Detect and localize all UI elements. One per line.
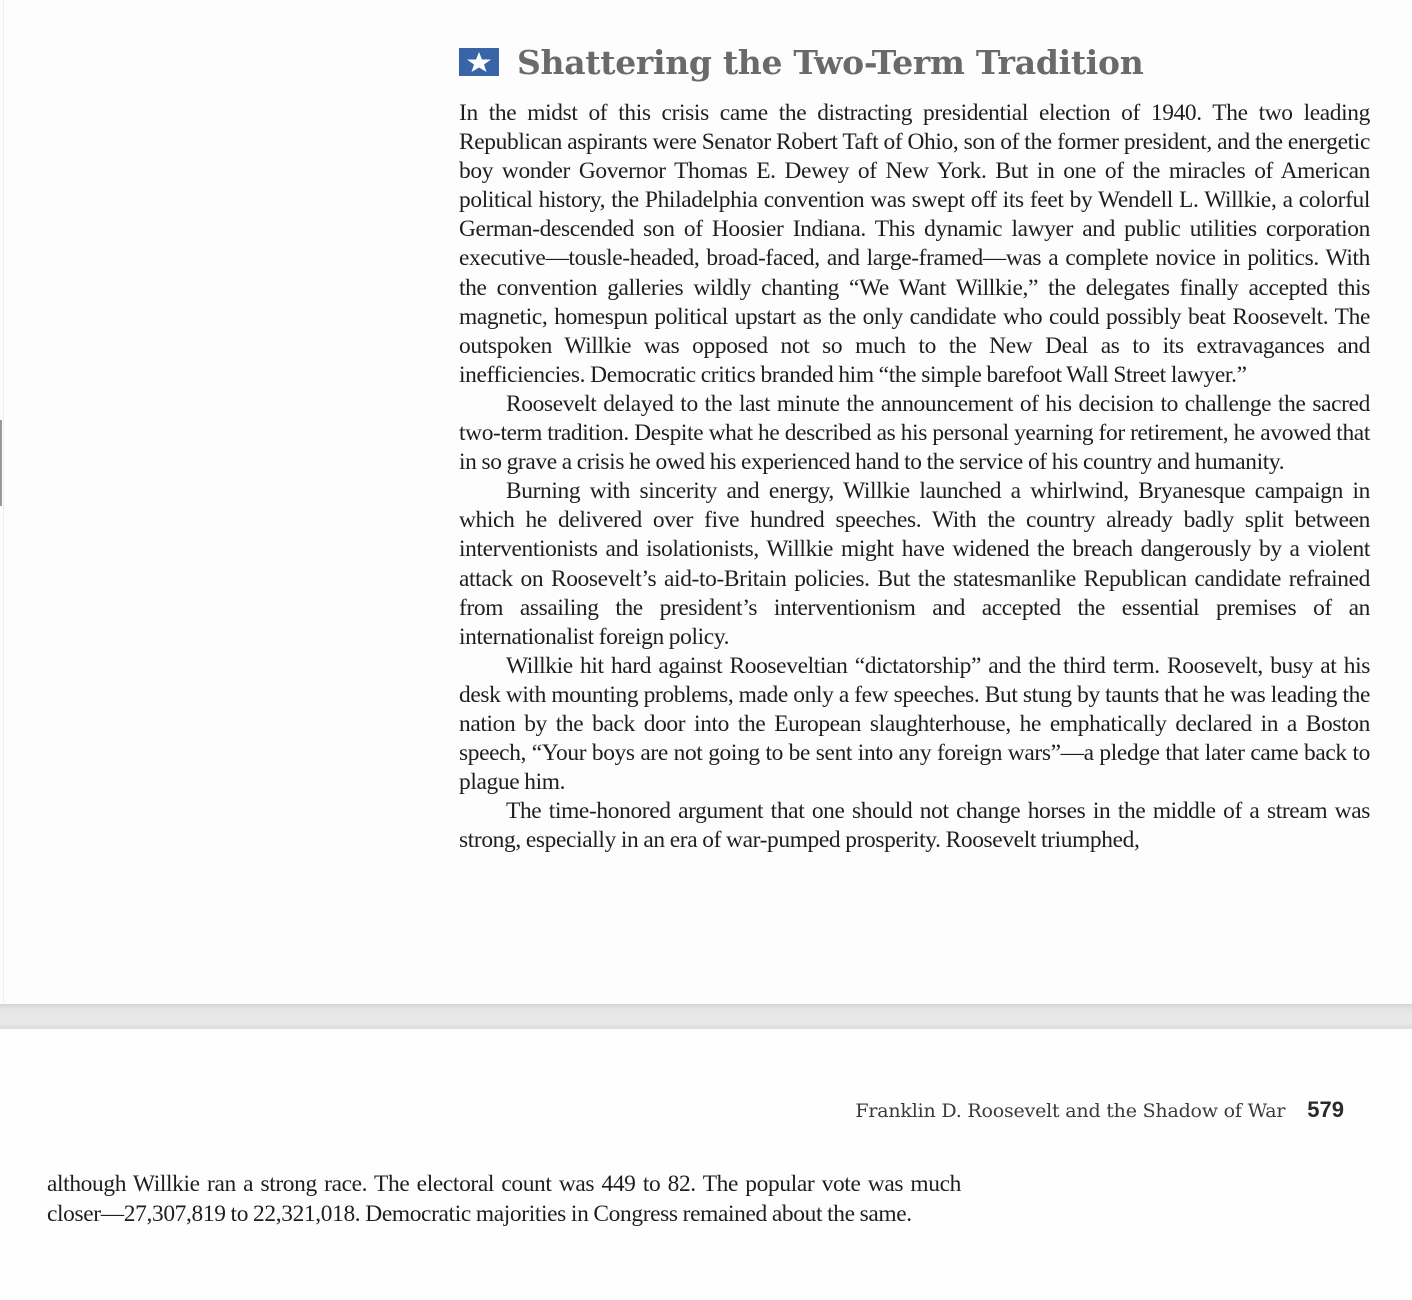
page-edge-mark [0, 420, 2, 506]
paragraph-5: The time-honored argument that one should not change horses in the middle of a stream was strong, especially in an era of war-pumped prosperity. Roosevelt triumphed, [459, 798, 1370, 854]
paragraph-4: Willkie hit hard against Rooseveltian “dictatorship” and the third term. Roosevelt, busy at his desk with mounting problems, made only a few speeches. But stung by taunts that he was leading the nation by the back door into the European slaughterhouse, he emphatically declared in a Boston speech, “Your boys are not going to be sent into any foreign wars”—a pledge that later came back to plague him. [459, 652, 1370, 796]
page-number: 579 [1307, 1097, 1344, 1122]
section-header [459, 40, 1143, 84]
page-separator [0, 1004, 1412, 1029]
star-icon [459, 48, 499, 76]
continued-paragraph: although Willkie ran a strong race. The electoral count was 449 to 82. The popular vote was much closer—27,307,819 to 22,321,018. Democratic majorities in Congress remained about the same. [47, 1171, 961, 1227]
body-text [459, 99, 1370, 855]
running-head-title: Franklin D. Roosevelt and the Shadow of War [855, 1100, 1286, 1122]
lower-page [0, 1029, 1412, 1300]
page-gutter-line [3, 0, 4, 1004]
paragraph-3: Burning with sincerity and energy, Willkie launched a whirlwind, Bryanesque campaign in which he delivered over five hundred speeches. With the country already badly split between interventionists and isolationists, Willkie might have widened the breach dangerously by a violent attack on Roosevelt’s aid-to-Britain policies. But the statesmanlike Republican candidate refrained from assailing the president’s interventionism and accepted the essential premises of an internationalist foreign policy. [459, 478, 1370, 650]
section-title: Shattering the Two-Term Tradition [517, 42, 1144, 82]
paragraph-1: In the midst of this crisis came the distracting presidential election of 1940. The two leading Republican aspirants were Senator Robert Taft of Ohio, son of the former president, and the energetic boy wonder Governor Thomas E. Dewey of New York. But in one of the miracles of American political history, the Philadelphia convention was swept off its feet by Wendell L. Willkie, a colorful German-descended son of Hoosier Indiana. This dynamic lawyer and public utilities corporation executive—tousle-headed, broad-faced, and large-framed—was a complete novice in politics. With the convention galleries wildly chanting “We Want Willkie,” the delegates finally accepted this magnetic, homespun political upstart as the only candidate who could possibly beat Roosevelt. The outspoken Willkie was opposed not so much to the New Deal as to its extravagances and inefficiencies. Democratic critics branded him “the simple barefoot Wall Street lawyer.” [459, 100, 1370, 388]
paragraph-2: Roosevelt delayed to the last minute the announcement of his decision to challenge the sacred two-term tradition. Despite what he described as his personal yearning for retirement, he avowed that in so grave a crisis he owed his experienced hand to the service of his country and humanity. [459, 390, 1370, 476]
continued-text [47, 1170, 961, 1229]
running-head [855, 1097, 1344, 1123]
